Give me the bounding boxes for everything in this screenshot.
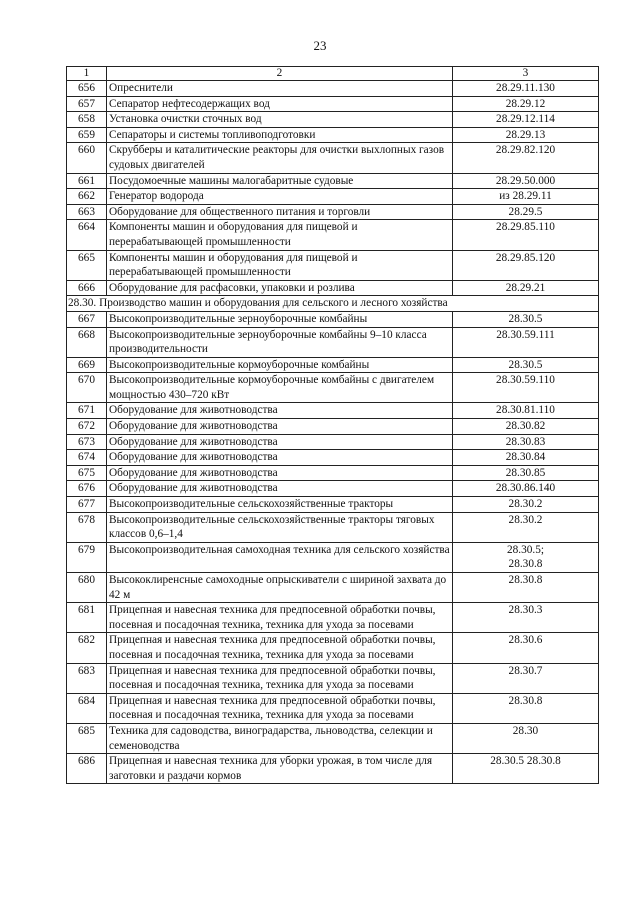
table-row bbox=[67, 754, 599, 784]
code-value: 28.30.6 bbox=[508, 634, 543, 647]
row-name: Прицепная и навесная техника для уборки урожая, в том числе для заготовки и раздачи кормов bbox=[107, 754, 453, 784]
table-row bbox=[67, 127, 599, 143]
row-code bbox=[453, 81, 599, 97]
code-value: 28.30.5; bbox=[506, 543, 545, 556]
row-name: Высокопроизводительные кормоуборочные комбайны с двигателем мощностью 430–720 кВт bbox=[107, 373, 453, 403]
code-value: 28.30.5 bbox=[508, 312, 543, 325]
row-code bbox=[453, 250, 599, 280]
row-name: Установка очистки сточных вод bbox=[107, 112, 453, 128]
row-code bbox=[453, 465, 599, 481]
row-code bbox=[453, 663, 599, 693]
row-number: 665 bbox=[67, 250, 107, 280]
row-name: Высокопроизводительная самоходная техника для сельского хозяйства bbox=[107, 542, 453, 572]
row-number: 682 bbox=[67, 633, 107, 663]
table-row bbox=[67, 434, 599, 450]
code-value: 28.29.50.000 bbox=[495, 174, 556, 187]
table-row bbox=[67, 693, 599, 723]
row-number: 671 bbox=[67, 403, 107, 419]
row-name: Скрубберы и каталитические реакторы для очистки выхлопных газов судовых двигателей bbox=[107, 143, 453, 173]
code-value: 28.30.59.110 bbox=[496, 374, 555, 387]
code-value: 28.30.84 bbox=[505, 451, 546, 464]
header-col-2: 2 bbox=[107, 67, 453, 81]
row-code bbox=[453, 542, 599, 572]
row-number: 659 bbox=[67, 127, 107, 143]
row-name: Высококлиренсные самоходные опрыскиватели с шириной захвата до 42 м bbox=[107, 573, 453, 603]
row-code bbox=[453, 127, 599, 143]
table-row bbox=[67, 250, 599, 280]
row-code bbox=[453, 327, 599, 357]
row-number: 662 bbox=[67, 189, 107, 205]
row-code bbox=[453, 189, 599, 205]
table-row bbox=[67, 189, 599, 205]
code-value: 28.30.2 bbox=[508, 498, 543, 511]
table-row bbox=[67, 633, 599, 663]
code-value: 28.29.85.120 bbox=[495, 251, 556, 264]
code-value: 28.30.85 bbox=[505, 466, 546, 479]
code-value: 28.30.8 bbox=[508, 574, 543, 586]
table-row bbox=[67, 542, 599, 572]
table-row bbox=[67, 173, 599, 189]
row-number: 683 bbox=[67, 663, 107, 693]
row-code bbox=[453, 403, 599, 419]
row-name: Компоненты машин и оборудования для пищевой и перерабатывающей промышленности bbox=[107, 250, 453, 280]
row-number: 684 bbox=[67, 693, 107, 723]
code-value: 28.30.7 bbox=[508, 664, 543, 677]
code-value: 28.29.21 bbox=[505, 281, 546, 294]
row-name: Высокопроизводительные кормоуборочные комбайны bbox=[107, 357, 453, 373]
row-number: 674 bbox=[67, 450, 107, 466]
row-code bbox=[453, 573, 599, 603]
table-row bbox=[67, 112, 599, 128]
row-number: 663 bbox=[67, 204, 107, 220]
row-name: Высокопроизводительные сельскохозяйственные тракторы bbox=[107, 497, 453, 513]
row-name: Генератор водорода bbox=[107, 189, 453, 205]
table-row bbox=[67, 81, 599, 97]
code-value: 28.29.5 bbox=[508, 205, 543, 218]
table-row bbox=[67, 573, 599, 603]
table-row bbox=[67, 497, 599, 513]
code-value: 28.30 bbox=[512, 724, 539, 737]
section-title: 28.30. Производство машин и оборудования для сельского и лесного хозяйства bbox=[67, 296, 599, 312]
row-number: 656 bbox=[67, 81, 107, 97]
table-row bbox=[67, 220, 599, 250]
row-code bbox=[453, 419, 599, 435]
row-number: 660 bbox=[67, 143, 107, 173]
row-name: Техника для садоводства, виноградарства, льноводства, селекции и семеноводства bbox=[107, 723, 453, 753]
section-row bbox=[67, 296, 599, 312]
table-row bbox=[67, 327, 599, 357]
table-row bbox=[67, 96, 599, 112]
row-name: Посудомоечные машины малогабаритные судовые bbox=[107, 173, 453, 189]
code-value: 28.29.82.120 bbox=[495, 144, 556, 157]
row-number: 681 bbox=[67, 603, 107, 633]
table-row bbox=[67, 481, 599, 497]
row-code bbox=[453, 481, 599, 497]
row-code bbox=[453, 633, 599, 663]
code-value: 28.30.83 bbox=[505, 435, 546, 448]
row-code bbox=[453, 450, 599, 466]
row-name: Оборудование для животноводства bbox=[107, 481, 453, 497]
row-name: Сепараторы и системы топливоподготовки bbox=[107, 127, 453, 143]
table-row bbox=[67, 357, 599, 373]
code-value: 28.30.8 bbox=[508, 558, 543, 571]
row-name: Прицепная и навесная техника для предпосевной обработки почвы, посевная и посадочная техника, техника для ухода за посевами bbox=[107, 633, 453, 663]
row-code bbox=[453, 280, 599, 296]
row-name: Оборудование для расфасовки, упаковки и розлива bbox=[107, 280, 453, 296]
row-number: 675 bbox=[67, 465, 107, 481]
code-value: 28.30.2 bbox=[508, 513, 543, 526]
header-col-1: 1 bbox=[67, 67, 107, 81]
row-code bbox=[453, 220, 599, 250]
code-value: 28.30.8 bbox=[508, 694, 543, 707]
row-number: 685 bbox=[67, 723, 107, 753]
row-code bbox=[453, 357, 599, 373]
row-code bbox=[453, 603, 599, 633]
row-number: 678 bbox=[67, 512, 107, 542]
code-value: из 28.29.11 bbox=[499, 190, 552, 203]
row-number: 679 bbox=[67, 542, 107, 572]
code-value: 28.29.13 bbox=[505, 128, 546, 141]
row-number: 686 bbox=[67, 754, 107, 784]
table-header-row bbox=[67, 67, 599, 81]
row-code bbox=[453, 693, 599, 723]
row-name: Оборудование для животноводства bbox=[107, 465, 453, 481]
row-number: 672 bbox=[67, 419, 107, 435]
table-row bbox=[67, 204, 599, 220]
row-name: Оборудование для животноводства bbox=[107, 450, 453, 466]
row-name: Высокопроизводительные сельскохозяйственные тракторы тяговых классов 0,6–1,4 bbox=[107, 512, 453, 542]
code-value: 28.30.5 bbox=[508, 358, 543, 371]
code-value: 28.29.85.110 bbox=[496, 221, 555, 234]
table-row bbox=[67, 143, 599, 173]
table-row bbox=[67, 465, 599, 481]
row-name: Оборудование для общественного питания и торговли bbox=[107, 204, 453, 220]
row-name: Оборудование для животноводства bbox=[107, 403, 453, 419]
row-number: 658 bbox=[67, 112, 107, 128]
table-row bbox=[67, 403, 599, 419]
code-value: 28.30.82 bbox=[505, 420, 546, 433]
equipment-table bbox=[66, 66, 599, 784]
table-row bbox=[67, 663, 599, 693]
code-value: 28.29.12 bbox=[505, 97, 546, 110]
table-row bbox=[67, 373, 599, 403]
row-code bbox=[453, 434, 599, 450]
row-number: 677 bbox=[67, 497, 107, 513]
row-name: Высокопроизводительные зерноуборочные комбайны 9–10 класса производительности bbox=[107, 327, 453, 357]
table-row bbox=[67, 419, 599, 435]
row-code bbox=[453, 754, 599, 784]
row-name: Высокопроизводительные зерноуборочные комбайны bbox=[107, 311, 453, 327]
row-code bbox=[453, 373, 599, 403]
row-number: 667 bbox=[67, 311, 107, 327]
table-row bbox=[67, 723, 599, 753]
header-col-3: 3 bbox=[453, 67, 599, 81]
row-name: Оборудование для животноводства bbox=[107, 434, 453, 450]
table-row bbox=[67, 311, 599, 327]
code-value: 28.30.59.111 bbox=[496, 328, 555, 341]
code-value: 28.30.5 28.30.8 bbox=[490, 755, 561, 768]
code-value: 28.29.12.114 bbox=[496, 113, 555, 126]
row-number: 668 bbox=[67, 327, 107, 357]
row-name: Компоненты машин и оборудования для пищевой и перерабатывающей промышленности bbox=[107, 220, 453, 250]
row-name: Оборудование для животноводства bbox=[107, 419, 453, 435]
code-value: 28.30.3 bbox=[508, 604, 543, 617]
row-number: 669 bbox=[67, 357, 107, 373]
row-name: Прицепная и навесная техника для предпосевной обработки почвы, посевная и посадочная техника, техника для ухода за посевами bbox=[107, 693, 453, 723]
row-number: 666 bbox=[67, 280, 107, 296]
row-number: 670 bbox=[67, 373, 107, 403]
row-number: 661 bbox=[67, 173, 107, 189]
row-code bbox=[453, 96, 599, 112]
table-row bbox=[67, 603, 599, 633]
code-value: 28.29.11.130 bbox=[496, 82, 555, 94]
row-number: 680 bbox=[67, 573, 107, 603]
code-value: 28.30.86.140 bbox=[495, 482, 556, 495]
row-number: 673 bbox=[67, 434, 107, 450]
page-number: 23 bbox=[313, 38, 327, 53]
row-code bbox=[453, 723, 599, 753]
code-value: 28.30.81.110 bbox=[496, 404, 555, 417]
table-row bbox=[67, 450, 599, 466]
row-number: 676 bbox=[67, 481, 107, 497]
table-row bbox=[67, 512, 599, 542]
row-code bbox=[453, 512, 599, 542]
row-code bbox=[453, 173, 599, 189]
row-name: Прицепная и навесная техника для предпосевной обработки почвы, посевная и посадочная техника, техника для ухода за посевами bbox=[107, 603, 453, 633]
row-name: Сепаратор нефтесодержащих вод bbox=[107, 96, 453, 112]
table-body bbox=[67, 81, 599, 784]
row-name: Опреснители bbox=[107, 81, 453, 97]
row-number: 657 bbox=[67, 96, 107, 112]
row-code bbox=[453, 112, 599, 128]
row-number: 664 bbox=[67, 220, 107, 250]
row-code bbox=[453, 143, 599, 173]
row-code bbox=[453, 204, 599, 220]
row-name: Прицепная и навесная техника для предпосевной обработки почвы, посевная и посадочная техника, техника для ухода за посевами bbox=[107, 663, 453, 693]
table-row bbox=[67, 280, 599, 296]
row-code bbox=[453, 311, 599, 327]
row-code bbox=[453, 497, 599, 513]
